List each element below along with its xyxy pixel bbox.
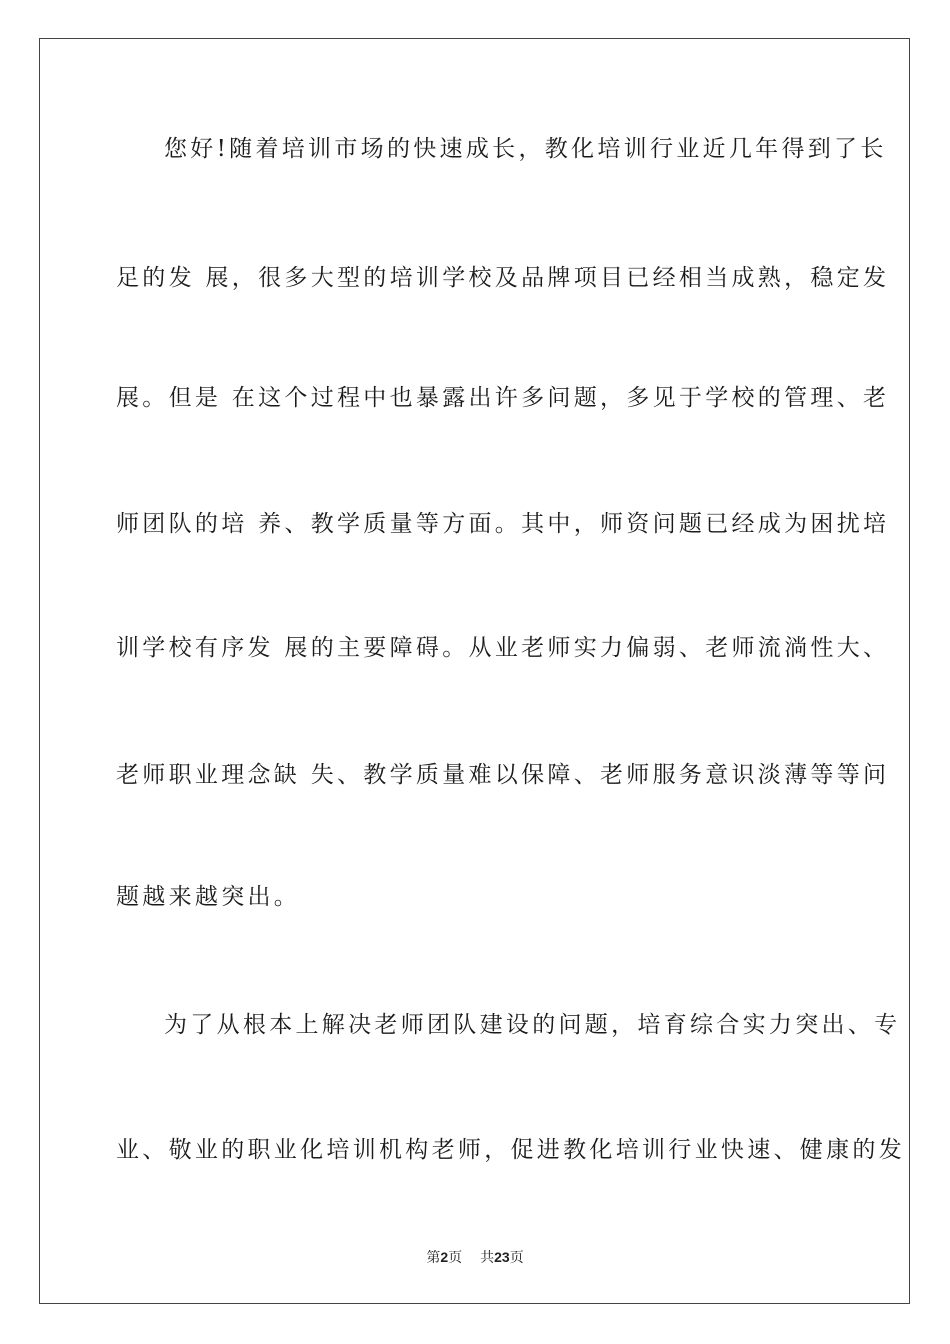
paragraph-line: 您好!随着培训市场的快速成长，教化培训行业近几年得到了长 — [164, 136, 887, 162]
page-footer — [0, 1248, 950, 1267]
paragraph-line: 业、敬业的职业化培训机构老师，促进教化培训行业快速、健康的发 — [116, 1137, 905, 1163]
paragraph-line: 足的发 展，很多大型的培训学校及品牌项目已经相当成熟，稳定发 — [116, 265, 890, 291]
total-prefix: 共 — [480, 1250, 495, 1266]
page-prefix: 第 — [426, 1250, 441, 1266]
page-suffix: 页 — [448, 1250, 463, 1266]
paragraph-line: 展。但是 在这个过程中也暴露出许多问题，多见于学校的管理、老 — [116, 385, 890, 411]
paragraph-line: 训学校有序发 展的主要障碍。从业老师实力偏弱、老师流淌性大、 — [116, 635, 890, 661]
paragraph-line: 题越来越突出。 — [116, 884, 301, 910]
paragraph-line: 老师职业理念缺 失、教学质量难以保障、老师服务意识淡薄等等问 — [116, 762, 890, 788]
paragraph-line: 师团队的培 养、教学质量等方面。其中，师资问题已经成为困扰培 — [116, 511, 890, 537]
page-border — [39, 38, 910, 1304]
total-suffix: 页 — [509, 1250, 524, 1266]
paragraph-line: 为了从根本上解决老师团队建设的问题，培育综合实力突出、专 — [164, 1012, 901, 1038]
total-pages: 23 — [494, 1249, 510, 1265]
page-number: 2 — [440, 1249, 449, 1265]
